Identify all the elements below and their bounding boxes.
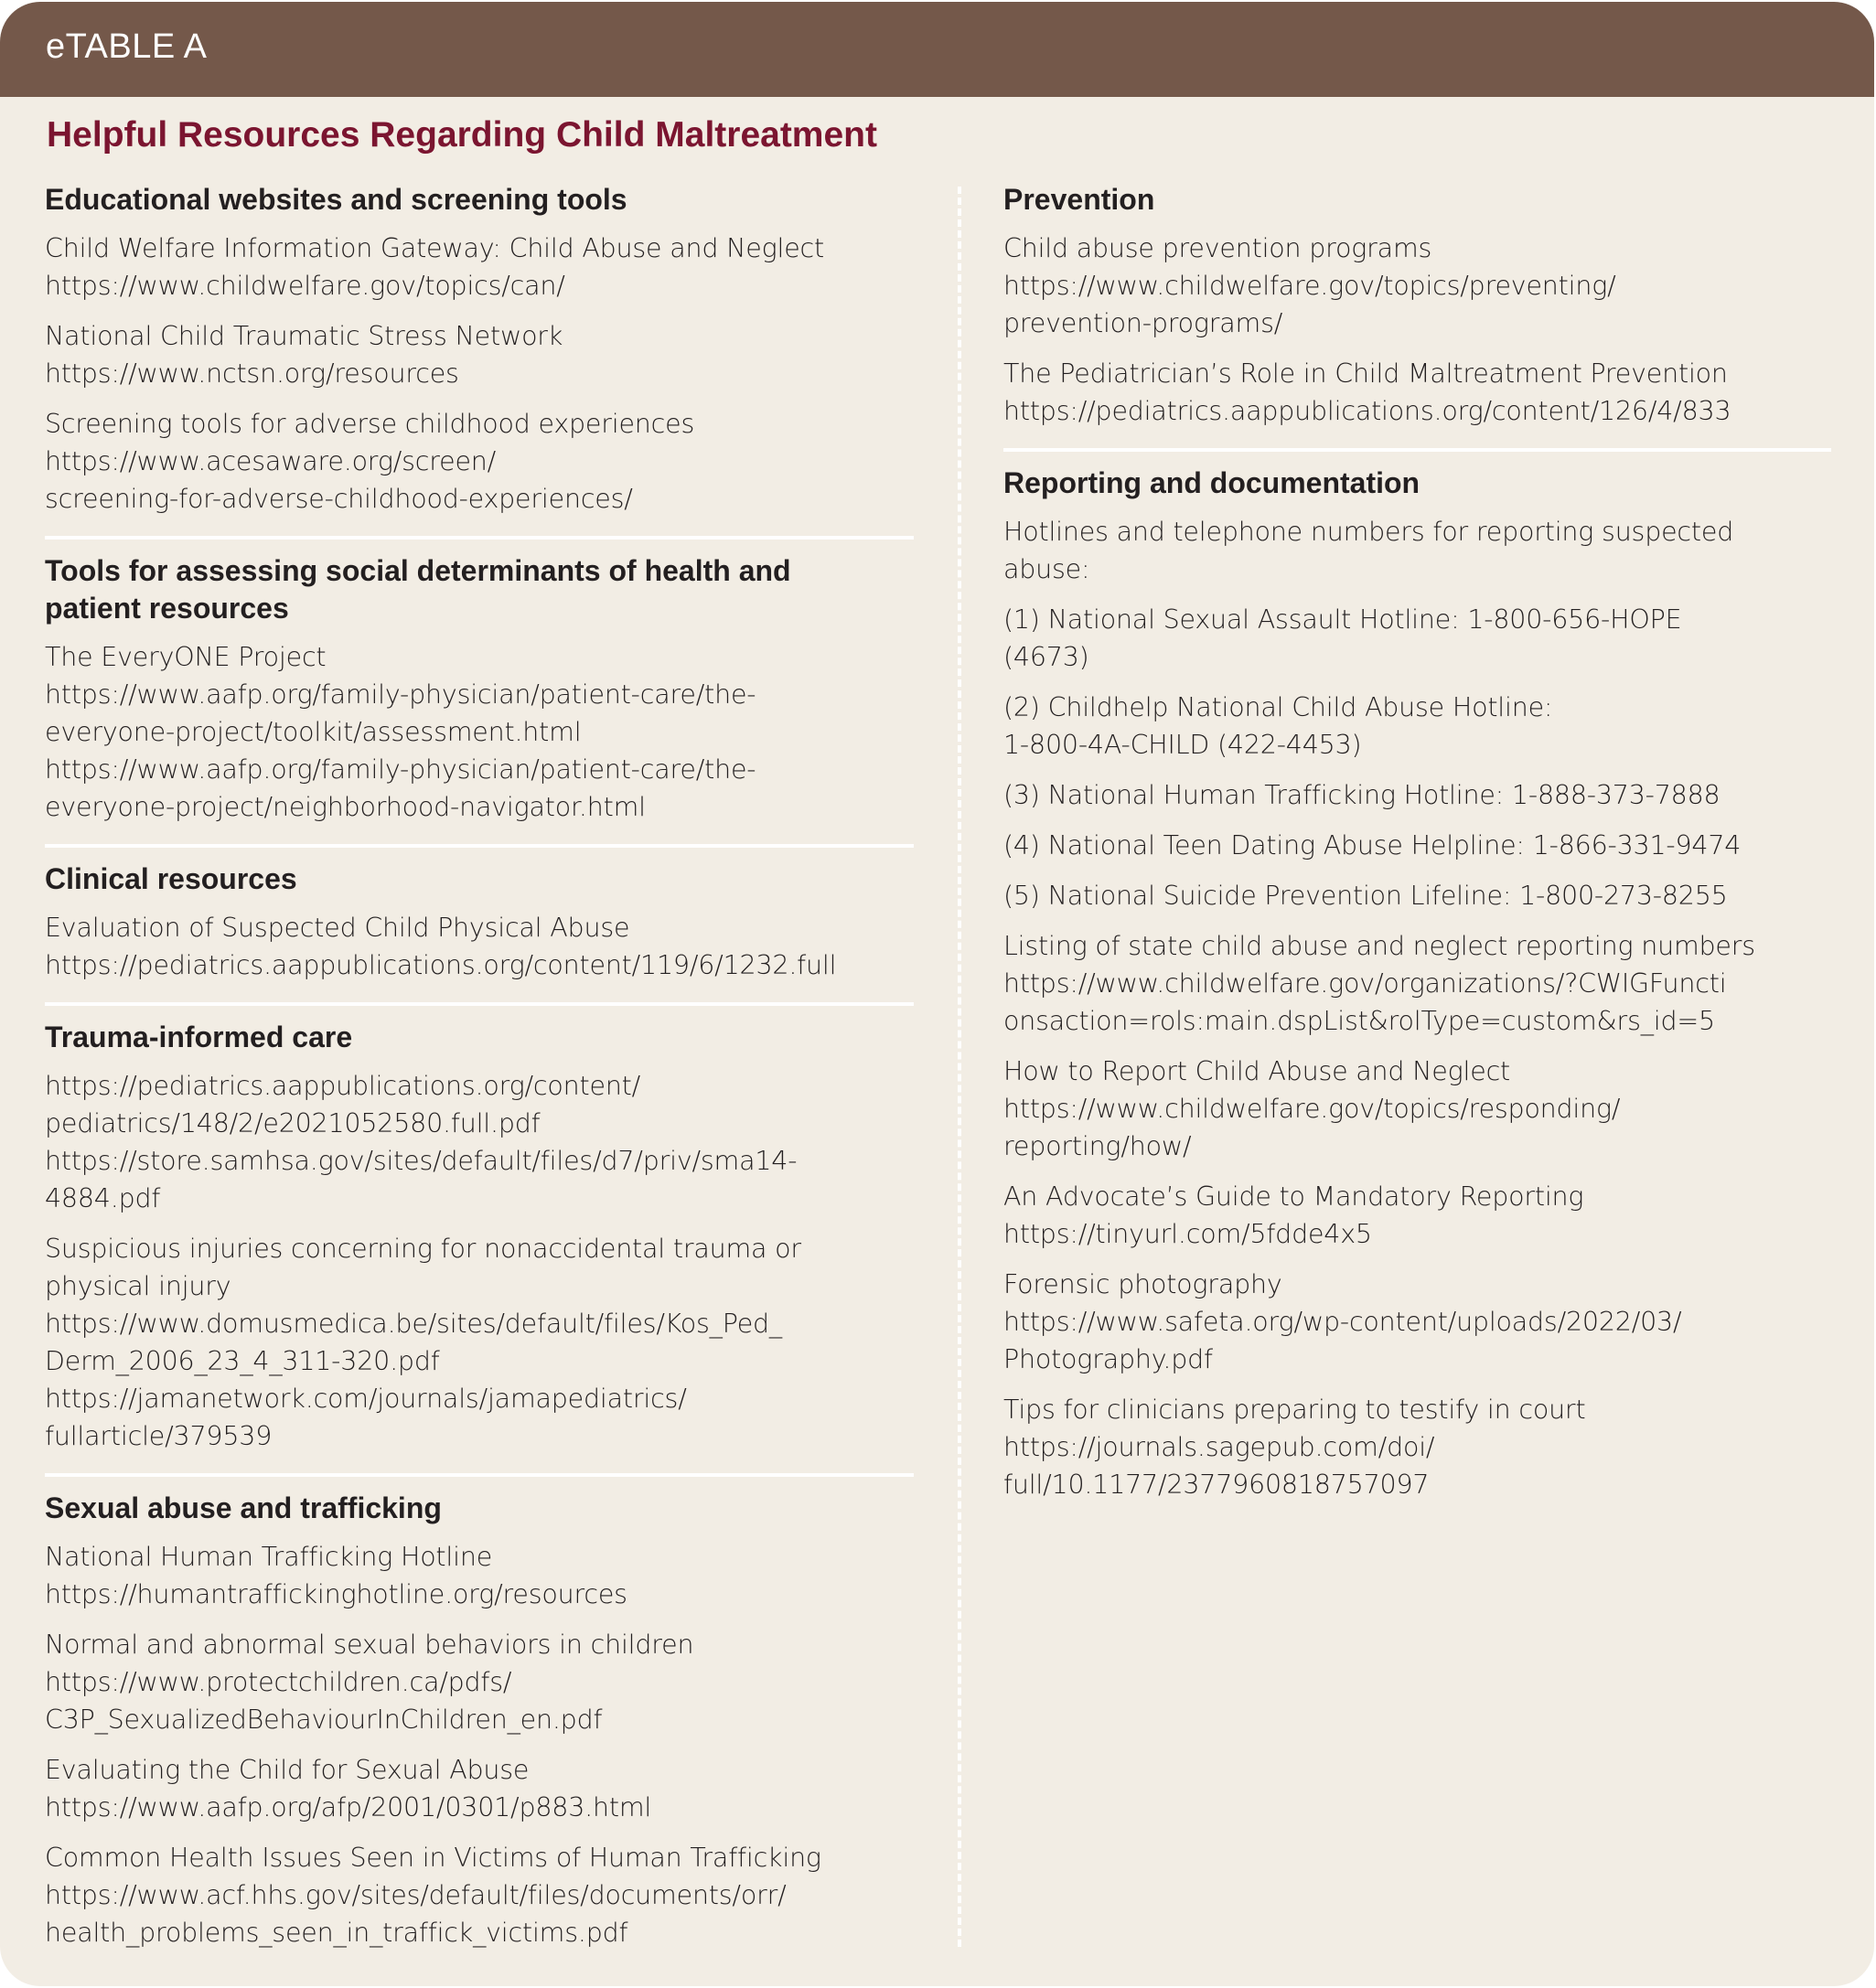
hotlines-intro bbox=[1003, 513, 1831, 588]
column-divider bbox=[958, 187, 961, 1947]
resource-link-continued[interactable]: screening-for-adverse-childhood-experiences/ bbox=[45, 484, 633, 514]
resource-entry bbox=[1003, 355, 1831, 430]
resource-link-continued[interactable]: reporting/how/ bbox=[1003, 1131, 1192, 1161]
resource-title: The Pediatrician’s Role in Child Maltreatment Prevention bbox=[1003, 358, 1728, 389]
resource-link[interactable]: https://www.nctsn.org/resources bbox=[45, 358, 459, 389]
resource-title: National Human Trafficking Hotline bbox=[45, 1542, 493, 1572]
resource-link[interactable]: https://jamanetwork.com/journals/jamapediatrics/ bbox=[45, 1384, 687, 1414]
resource-title-continued: physical injury bbox=[45, 1271, 231, 1301]
resource-link[interactable]: https://www.childwelfare.gov/topics/can/ bbox=[45, 271, 565, 301]
hotline-text-continued: (4673) bbox=[1003, 642, 1089, 672]
resource-entry bbox=[45, 405, 914, 518]
resource-link[interactable]: https://pediatrics.aappublications.org/content/119/6/1232.full bbox=[45, 950, 837, 980]
section-heading: Sexual abuse and trafficking bbox=[45, 1491, 442, 1524]
hotline-item bbox=[1003, 877, 1831, 914]
resource-link-continued[interactable]: Photography.pdf bbox=[1003, 1344, 1213, 1374]
resource-link[interactable]: https://pediatrics.aappublications.org/content/ bbox=[45, 1071, 641, 1101]
resource-title: Listing of state child abuse and neglect reporting numbers bbox=[1003, 931, 1755, 961]
hotline-text: (3) National Human Trafficking Hotline: 1-888-373-7888 bbox=[1003, 780, 1721, 810]
resource-entry bbox=[45, 1626, 914, 1738]
resource-link-continued[interactable]: full/10.1177/2377960818757097 bbox=[1003, 1470, 1430, 1500]
hotline-text: (5) National Suicide Prevention Lifeline: 1-800-273-8255 bbox=[1003, 881, 1728, 911]
resource-title: Forensic photography bbox=[1003, 1269, 1282, 1299]
resource-link[interactable]: https://www.childwelfare.gov/topics/preventing/ bbox=[1003, 271, 1616, 301]
resource-title: National Child Traumatic Stress Network bbox=[45, 321, 563, 351]
table-title: Helpful Resources Regarding Child Maltreatment bbox=[47, 115, 877, 155]
hotline-item bbox=[1003, 689, 1831, 764]
left-column bbox=[45, 181, 914, 1970]
resource-link-continued[interactable]: everyone-project/toolkit/assessment.html bbox=[45, 717, 582, 747]
section-heading: Reporting and documentation bbox=[1003, 466, 1420, 499]
resource-link[interactable]: https://www.acf.hhs.gov/sites/default/files/documents/orr/ bbox=[45, 1880, 787, 1910]
section-sexual-abuse-trafficking bbox=[45, 1473, 914, 1970]
resource-title: Evaluating the Child for Sexual Abuse bbox=[45, 1755, 530, 1785]
section-heading: Trauma-informed care bbox=[45, 1021, 353, 1053]
resource-link-continued[interactable]: pediatrics/148/2/e2021052580.full.pdf bbox=[45, 1108, 541, 1138]
right-column bbox=[1003, 181, 1831, 1522]
resource-title: Normal and abnormal sexual behaviors in children bbox=[45, 1630, 694, 1660]
section-heading bbox=[45, 552, 914, 627]
resource-link[interactable]: https://www.aafp.org/family-physician/patient-care/the- bbox=[45, 754, 756, 785]
resource-entry bbox=[45, 1067, 914, 1217]
resource-link-continued[interactable]: fullarticle/379539 bbox=[45, 1421, 273, 1451]
section-heading: Prevention bbox=[1003, 183, 1155, 216]
resource-link[interactable]: https://journals.sagepub.com/doi/ bbox=[1003, 1432, 1435, 1462]
resource-table-card bbox=[0, 2, 1874, 1986]
resource-link-continued[interactable]: Derm_2006_23_4_311-320.pdf bbox=[45, 1346, 440, 1376]
section-trauma-informed-care bbox=[45, 1002, 914, 1473]
resource-link[interactable]: https://pediatrics.aappublications.org/content/126/4/833 bbox=[1003, 396, 1731, 426]
resource-entry bbox=[1003, 1053, 1831, 1165]
resource-entry bbox=[45, 317, 914, 392]
resource-link[interactable]: https://www.protectchildren.ca/pdfs/ bbox=[45, 1667, 512, 1697]
resource-link-continued[interactable]: C3P_SexualizedBehaviourInChildren_en.pdf bbox=[45, 1705, 603, 1735]
resource-entry bbox=[45, 1230, 914, 1455]
resource-title: Tips for clinicians preparing to testify in court bbox=[1003, 1395, 1586, 1425]
resource-link-continued[interactable]: prevention-programs/ bbox=[1003, 308, 1283, 338]
section-heading-line: patient resources bbox=[45, 592, 289, 625]
hotline-text: (2) Childhelp National Child Abuse Hotline: bbox=[1003, 692, 1553, 722]
hotline-item bbox=[1003, 827, 1831, 864]
resource-link[interactable]: https://humantraffickinghotline.org/resources bbox=[45, 1579, 627, 1609]
section-educational-websites bbox=[45, 181, 914, 536]
resource-entry bbox=[1003, 1266, 1831, 1378]
resource-link[interactable]: https://www.childwelfare.gov/topics/responding/ bbox=[1003, 1094, 1621, 1124]
resource-link-continued[interactable]: everyone-project/neighborhood-navigator.html bbox=[45, 792, 646, 822]
section-heading: Clinical resources bbox=[45, 862, 297, 895]
resource-link[interactable]: https://www.safeta.org/wp-content/uploads/2022/03/ bbox=[1003, 1307, 1682, 1337]
resource-entry bbox=[1003, 1178, 1831, 1253]
section-heading: Educational websites and screening tools bbox=[45, 183, 627, 216]
resource-link-continued[interactable]: onsaction=rols:main.dspList&rolType=custom&rs_id=5 bbox=[1003, 1006, 1715, 1036]
resource-title: Evaluation of Suspected Child Physical Abuse bbox=[45, 913, 630, 943]
hotline-text-continued: 1-800-4A-CHILD (422-4453) bbox=[1003, 730, 1362, 760]
resource-link[interactable]: https://www.acesaware.org/screen/ bbox=[45, 446, 497, 476]
section-social-determinants bbox=[45, 536, 914, 844]
table-label: eTABLE A bbox=[46, 27, 208, 66]
resource-entry bbox=[1003, 927, 1831, 1040]
resource-title: Child abuse prevention programs bbox=[1003, 233, 1432, 263]
resource-entry bbox=[45, 1839, 914, 1951]
section-clinical-resources bbox=[45, 844, 914, 1002]
resource-entry bbox=[45, 638, 914, 826]
table-header-bar bbox=[0, 2, 1874, 97]
resource-link[interactable]: https://www.domusmedica.be/sites/default/files/Kos_Ped_ bbox=[45, 1309, 782, 1339]
resource-link[interactable]: https://store.samhsa.gov/sites/default/files/d7/priv/sma14- bbox=[45, 1146, 798, 1176]
resource-entry bbox=[45, 230, 914, 305]
hotline-item bbox=[1003, 601, 1831, 676]
resource-link[interactable]: https://www.childwelfare.gov/organizations/?CWIGFuncti bbox=[1003, 968, 1727, 999]
resource-entry bbox=[45, 1751, 914, 1826]
section-prevention bbox=[1003, 181, 1831, 448]
resource-title: The EveryONE Project bbox=[45, 642, 327, 672]
section-reporting-documentation bbox=[1003, 448, 1831, 1522]
hotline-text: (1) National Sexual Assault Hotline: 1-800-656-HOPE bbox=[1003, 604, 1682, 635]
resource-title-continued: abuse: bbox=[1003, 554, 1090, 584]
resource-title: Common Health Issues Seen in Victims of Human Trafficking bbox=[45, 1843, 821, 1873]
resource-link[interactable]: https://tinyurl.com/5fdde4x5 bbox=[1003, 1219, 1372, 1249]
resource-title: Hotlines and telephone numbers for reporting suspected bbox=[1003, 517, 1734, 547]
resource-entry bbox=[1003, 1391, 1831, 1503]
resource-entry bbox=[45, 909, 914, 984]
resource-title: Child Welfare Information Gateway: Child Abuse and Neglect bbox=[45, 233, 824, 263]
hotline-item bbox=[1003, 776, 1831, 814]
resource-link-continued[interactable]: 4884.pdf bbox=[45, 1183, 161, 1213]
resource-entry bbox=[1003, 230, 1831, 342]
resource-link[interactable]: https://www.aafp.org/family-physician/patient-care/the- bbox=[45, 679, 756, 710]
resource-title: An Advocate’s Guide to Mandatory Reporting bbox=[1003, 1181, 1584, 1212]
resource-entry bbox=[45, 1538, 914, 1613]
resource-title: How to Report Child Abuse and Neglect bbox=[1003, 1056, 1511, 1086]
resource-title: Suspicious injuries concerning for nonaccidental trauma or bbox=[45, 1234, 801, 1264]
resource-link[interactable]: https://www.aafp.org/afp/2001/0301/p883.html bbox=[45, 1792, 652, 1822]
resource-link-continued[interactable]: health_problems_seen_in_traffick_victims.pdf bbox=[45, 1918, 628, 1948]
section-heading-line: Tools for assessing social determinants of health and bbox=[45, 554, 791, 587]
hotline-text: (4) National Teen Dating Abuse Helpline: 1-866-331-9474 bbox=[1003, 830, 1742, 860]
resource-title: Screening tools for adverse childhood experiences bbox=[45, 409, 695, 439]
